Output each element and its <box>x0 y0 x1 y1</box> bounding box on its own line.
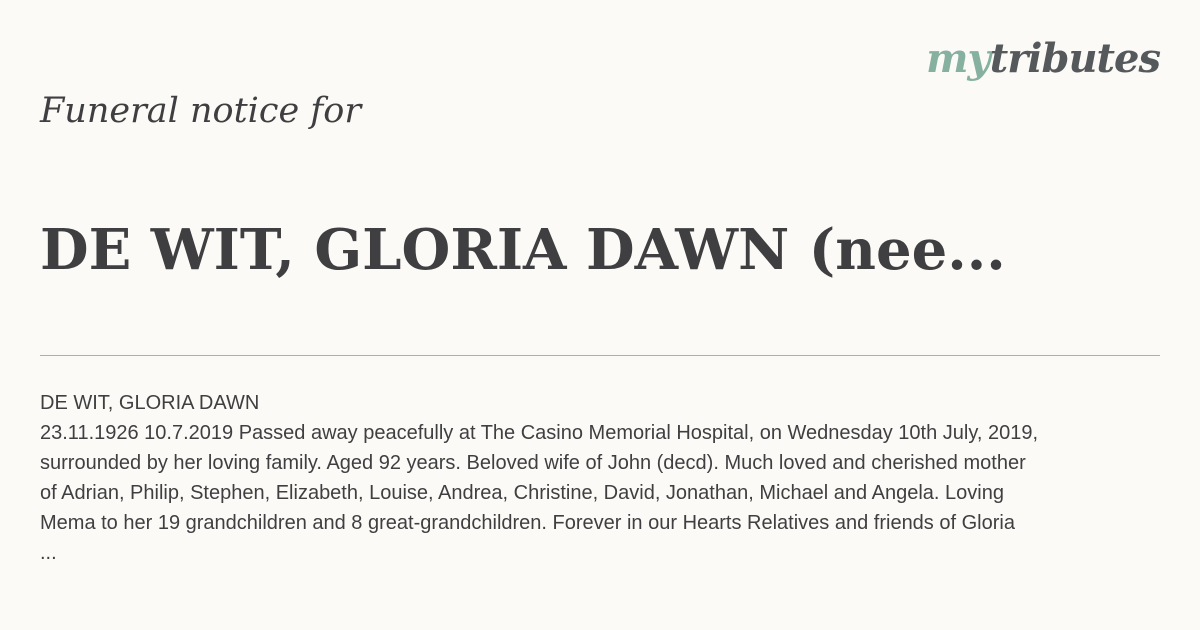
logo-tributes: tributes <box>989 35 1160 82</box>
notice-body-line: DE WIT, GLORIA DAWN <box>40 392 260 414</box>
logo-my: my <box>926 35 990 82</box>
notice-body-line: Mema to her 19 grandchildren and 8 great-grandchildren. Forever in our Hearts Relatives and friends of Gloria <box>40 512 1015 534</box>
divider <box>40 355 1160 356</box>
notice-eyebrow: Funeral notice for <box>40 91 362 131</box>
notice-body-line: ... <box>40 542 57 564</box>
mytributes-logo[interactable] <box>926 34 1160 84</box>
notice-body <box>40 388 1165 568</box>
notice-title: DE WIT, GLORIA DAWN (nee... <box>40 217 1006 283</box>
notice-body-line: surrounded by her loving family. Aged 92 years. Beloved wife of John (decd). Much loved and cherished mother <box>40 452 1026 474</box>
notice-body-line: 23.11.1926 10.7.2019 Passed away peacefully at The Casino Memorial Hospital, on Wednesday 10th July, 2019, <box>40 422 1039 444</box>
notice-body-line: of Adrian, Philip, Stephen, Elizabeth, Louise, Andrea, Christine, David, Jonathan, Michael and Angela. Loving <box>40 482 1004 504</box>
